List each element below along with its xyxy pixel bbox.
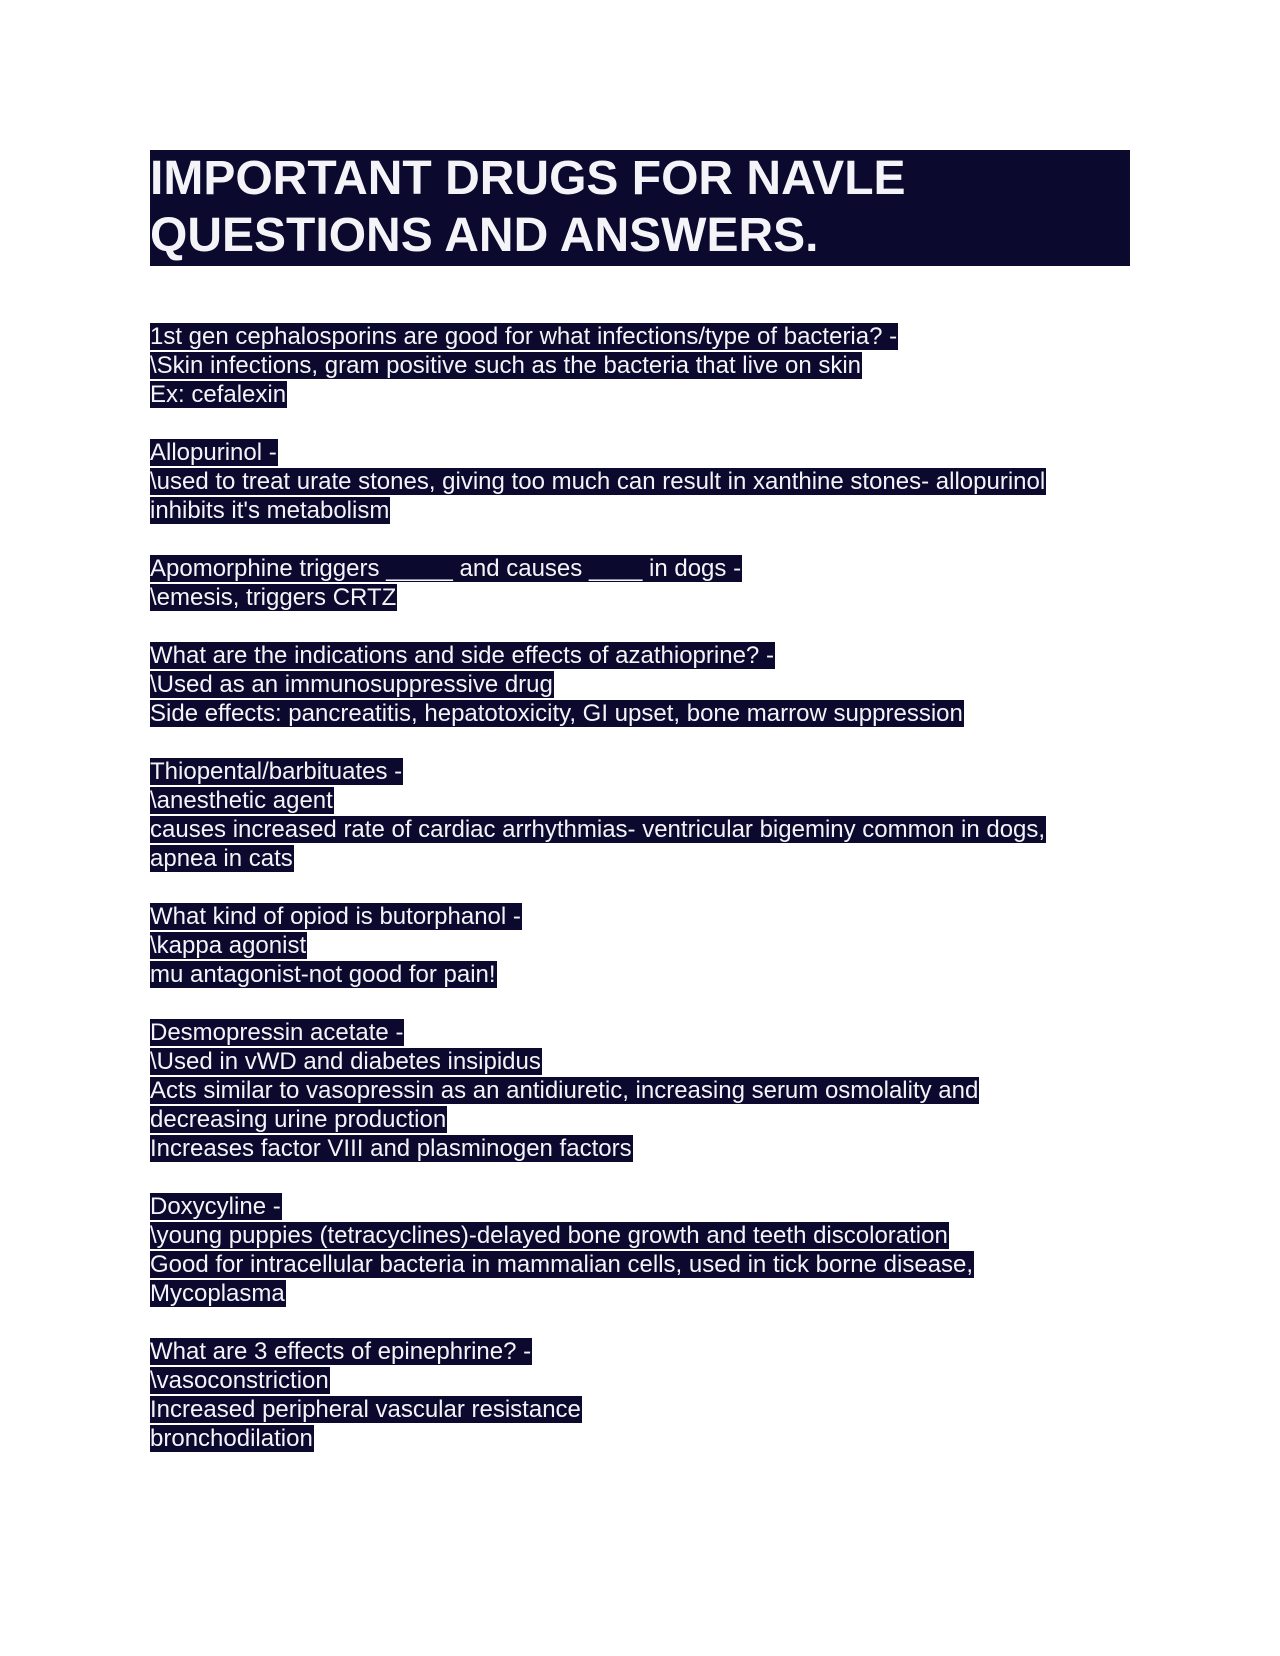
entry-answer: \Used as an immunosuppressive drug (150, 671, 553, 698)
entry-answer: mu antagonist-not good for pain! (150, 961, 496, 988)
entry-question: What are the indications and side effects of azathioprine? - (150, 642, 774, 669)
document-page (150, 150, 1130, 1482)
qa-entry (150, 902, 1130, 989)
entry-answer: inhibits it's metabolism (150, 497, 390, 524)
entry-answer: \kappa agonist (150, 932, 307, 959)
entry-line (150, 438, 1130, 467)
entry-answer: Increases factor VIII and plasminogen factors (150, 1135, 632, 1162)
entry-line (150, 757, 1130, 786)
entry-line (150, 960, 1130, 989)
entry-line (150, 583, 1130, 612)
entry-line (150, 844, 1130, 873)
entry-answer: \Skin infections, gram positive such as the bacteria that live on skin (150, 352, 862, 379)
entry-line (150, 1221, 1130, 1250)
entry-answer: \Used in vWD and diabetes insipidus (150, 1048, 541, 1075)
qa-entry (150, 322, 1130, 409)
entry-question: Doxycyline - (150, 1193, 281, 1220)
entry-line (150, 1279, 1130, 1308)
entry-line (150, 1047, 1130, 1076)
entry-question: Allopurinol - (150, 439, 277, 466)
entry-answer: causes increased rate of cardiac arrhythmias- ventricular bigeminy common in dogs, (150, 816, 1046, 843)
entry-line (150, 467, 1130, 496)
document-title (150, 150, 1130, 266)
qa-entry (150, 438, 1130, 525)
entry-question: 1st gen cephalosporins are good for what infections/type of bacteria? - (150, 323, 898, 350)
entry-line (150, 699, 1130, 728)
entry-answer: \young puppies (tetracyclines)-delayed bone growth and teeth discoloration (150, 1222, 948, 1249)
entry-answer: \emesis, triggers CRTZ (150, 584, 397, 611)
entry-line (150, 641, 1130, 670)
entry-line (150, 815, 1130, 844)
qa-entry (150, 757, 1130, 873)
title-line-2: QUESTIONS AND ANSWERS. (150, 209, 819, 262)
qa-entry (150, 1192, 1130, 1308)
entry-question: Thiopental/barbituates - (150, 758, 403, 785)
qa-entry (150, 1337, 1130, 1453)
entry-line (150, 1337, 1130, 1366)
qa-entry (150, 554, 1130, 612)
qa-entry (150, 641, 1130, 728)
qa-entries (150, 322, 1130, 1453)
entry-line (150, 351, 1130, 380)
entry-line (150, 1192, 1130, 1221)
entry-line (150, 1018, 1130, 1047)
entry-answer: \anesthetic agent (150, 787, 333, 814)
entry-line (150, 1105, 1130, 1134)
entry-answer: Ex: cefalexin (150, 381, 287, 408)
entry-line (150, 380, 1130, 409)
entry-line (150, 496, 1130, 525)
entry-line (150, 1250, 1130, 1279)
entry-answer: Acts similar to vasopressin as an antidiuretic, increasing serum osmolality and (150, 1077, 979, 1104)
entry-question: What are 3 effects of epinephrine? - (150, 1338, 532, 1365)
title-line-1: IMPORTANT DRUGS FOR NAVLE (150, 152, 906, 205)
entry-line (150, 1395, 1130, 1424)
entry-answer: Mycoplasma (150, 1280, 285, 1307)
entry-answer: \used to treat urate stones, giving too much can result in xanthine stones- allopurinol (150, 468, 1046, 495)
entry-line (150, 554, 1130, 583)
entry-line (150, 322, 1130, 351)
entry-answer: Increased peripheral vascular resistance (150, 1396, 581, 1423)
entry-answer: decreasing urine production (150, 1106, 447, 1133)
entry-answer: Side effects: pancreatitis, hepatotoxicity, GI upset, bone marrow suppression (150, 700, 963, 727)
entry-answer: \vasoconstriction (150, 1367, 329, 1394)
entry-line (150, 1366, 1130, 1395)
entry-line (150, 902, 1130, 931)
entry-answer: apnea in cats (150, 845, 293, 872)
entry-answer: bronchodilation (150, 1425, 313, 1452)
entry-line (150, 1424, 1130, 1453)
qa-entry (150, 1018, 1130, 1163)
entry-line (150, 786, 1130, 815)
entry-line (150, 931, 1130, 960)
entry-question: Desmopressin acetate - (150, 1019, 404, 1046)
entry-line (150, 1134, 1130, 1163)
entry-line (150, 670, 1130, 699)
entry-question: Apomorphine triggers _____ and causes ____ in dogs - (150, 555, 742, 582)
entry-answer: Good for intracellular bacteria in mammalian cells, used in tick borne disease, (150, 1251, 974, 1278)
entry-question: What kind of opiod is butorphanol - (150, 903, 521, 930)
entry-line (150, 1076, 1130, 1105)
